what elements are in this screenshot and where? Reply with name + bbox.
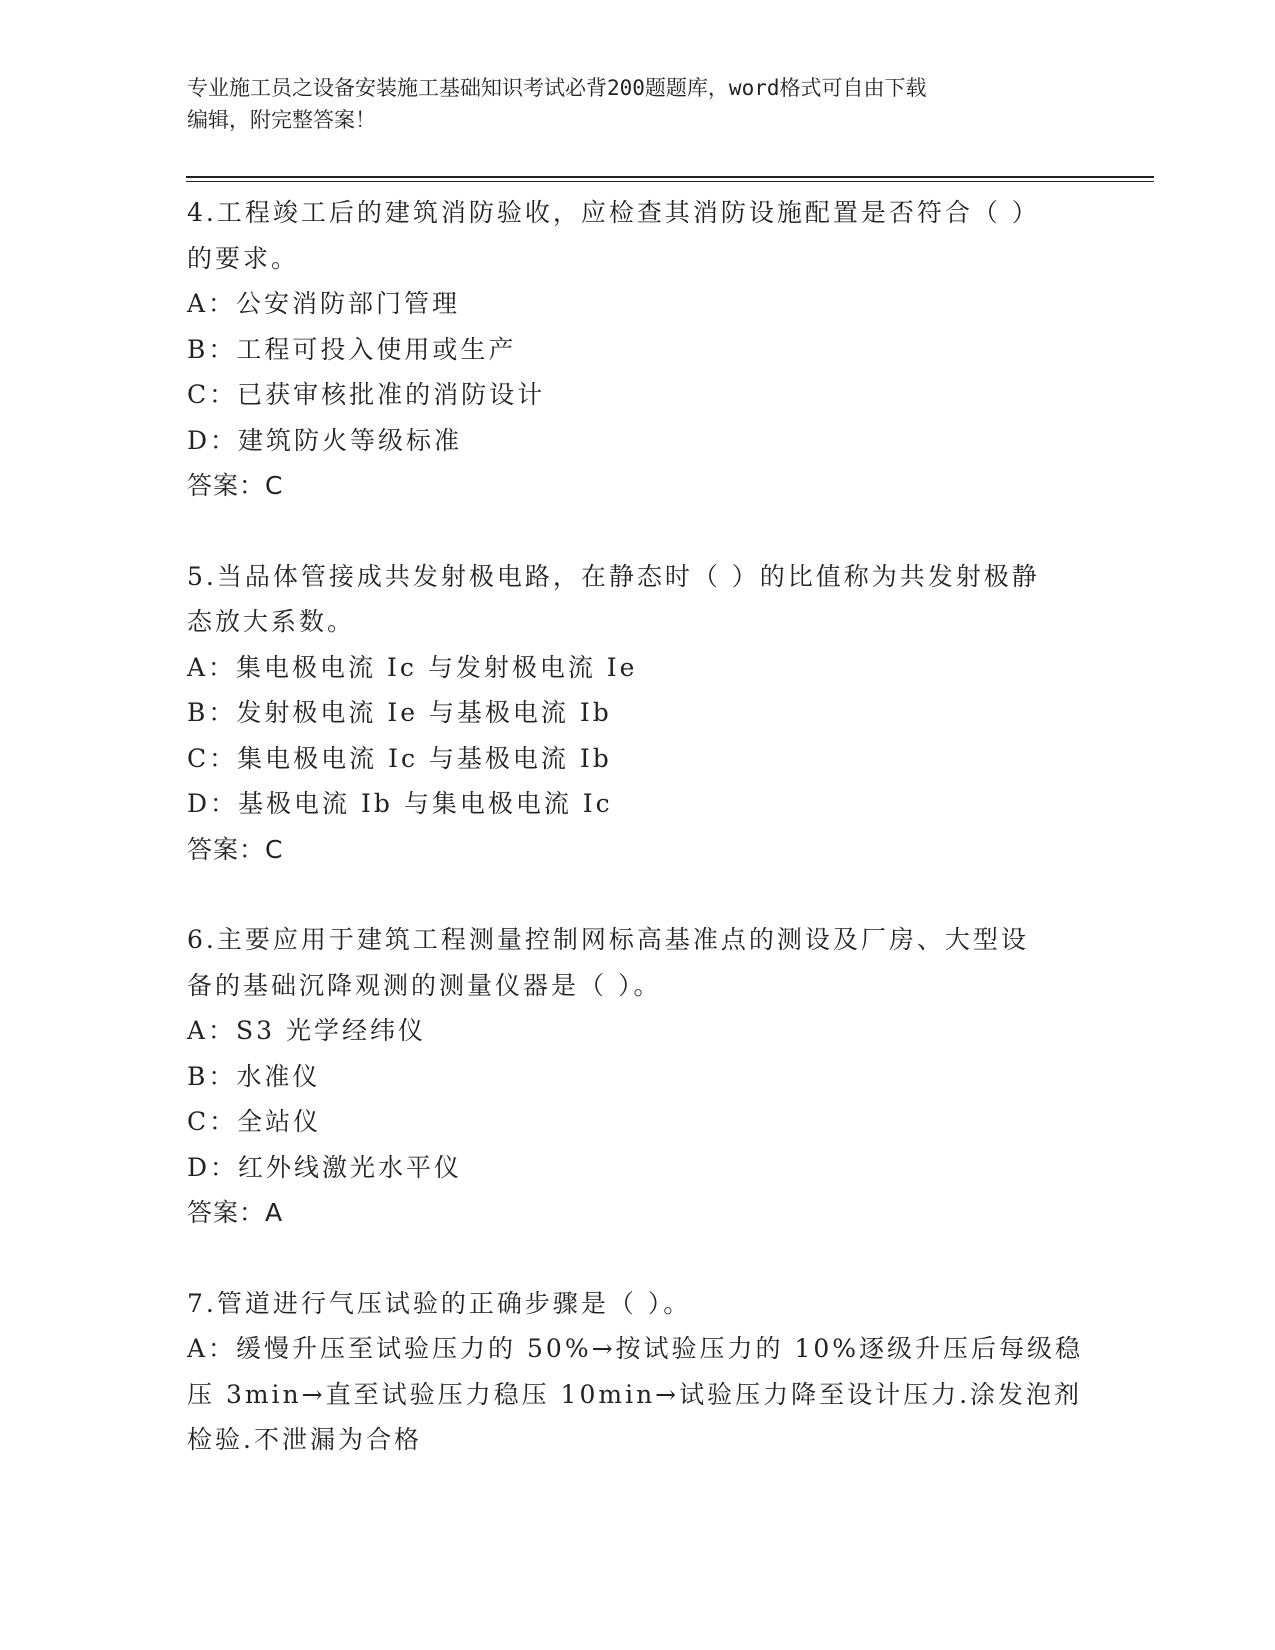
- question-spacer: [187, 509, 1087, 554]
- answer-line: 答案：C: [187, 471, 284, 500]
- option-a: A：S3 光学经纬仪: [187, 1016, 427, 1045]
- question-stem: 备的基础沉降观测的测量仪器是（ ）。: [187, 970, 662, 1000]
- question-7: [187, 1281, 1087, 1463]
- option-c: C：已获审核批准的消防设计: [187, 380, 546, 409]
- option-a: A：缓慢升压至试验压力的 50%→按试验压力的 10%逐级升压后每级稳: [187, 1334, 1084, 1363]
- question-stem: 6.主要应用于建筑工程测量控制网标高基准点的测设及厂房、大型设: [187, 925, 1029, 954]
- option-c: C：全站仪: [187, 1107, 322, 1136]
- question-stem: 7.管道进行气压试验的正确步骤是（ ）。: [187, 1288, 692, 1318]
- header-title-line-2: 编辑，附完整答案！: [187, 108, 376, 132]
- question-spacer: [187, 872, 1087, 917]
- option-a-continued: 检验.不泄漏为合格: [187, 1425, 422, 1454]
- option-d: D：红外线激光水平仪: [187, 1152, 463, 1182]
- page-header: [187, 72, 1067, 136]
- answer-line: 答案：A: [187, 1198, 284, 1227]
- option-b: B：水准仪: [187, 1061, 321, 1091]
- option-d: D：建筑防火等级标准: [187, 425, 463, 455]
- question-list: [187, 190, 1087, 1463]
- option-a: A：集电极电流 Ic 与发射极电流 Ie: [187, 652, 638, 682]
- header-divider-thick: [186, 176, 1154, 178]
- option-b: B：发射极电流 Ie 与基极电流 Ib: [187, 698, 612, 727]
- option-b: B：工程可投入使用或生产: [187, 334, 517, 364]
- header-divider-thin: [186, 181, 1154, 182]
- header-title-line-1: 专业施工员之设备安装施工基础知识考试必背200题题库，word格式可自由下载: [187, 76, 927, 100]
- question-stem: 4.工程竣工后的建筑消防验收，应检查其消防设施配置是否符合（ ）: [187, 198, 1040, 227]
- question-5: [187, 554, 1087, 873]
- option-a-continued: 压 3min→直至试验压力稳压 10min→试验压力降至设计压力.涂发泡剂: [187, 1379, 1083, 1409]
- question-stem: 态放大系数。: [187, 607, 356, 636]
- option-a: A：公安消防部门管理: [187, 289, 461, 318]
- answer-line: 答案：C: [187, 834, 284, 864]
- option-c: C：集电极电流 Ic 与基极电流 Ib: [187, 743, 612, 773]
- question-6: [187, 917, 1087, 1236]
- question-4: [187, 190, 1087, 509]
- question-stem: 5.当品体管接成共发射极电路，在静态时（ ）的比值称为共发射极静: [187, 561, 1040, 591]
- question-spacer: [187, 1236, 1087, 1281]
- option-d: D：基极电流 Ib 与集电极电流 Ic: [187, 789, 613, 818]
- question-stem: 的要求。: [187, 243, 300, 273]
